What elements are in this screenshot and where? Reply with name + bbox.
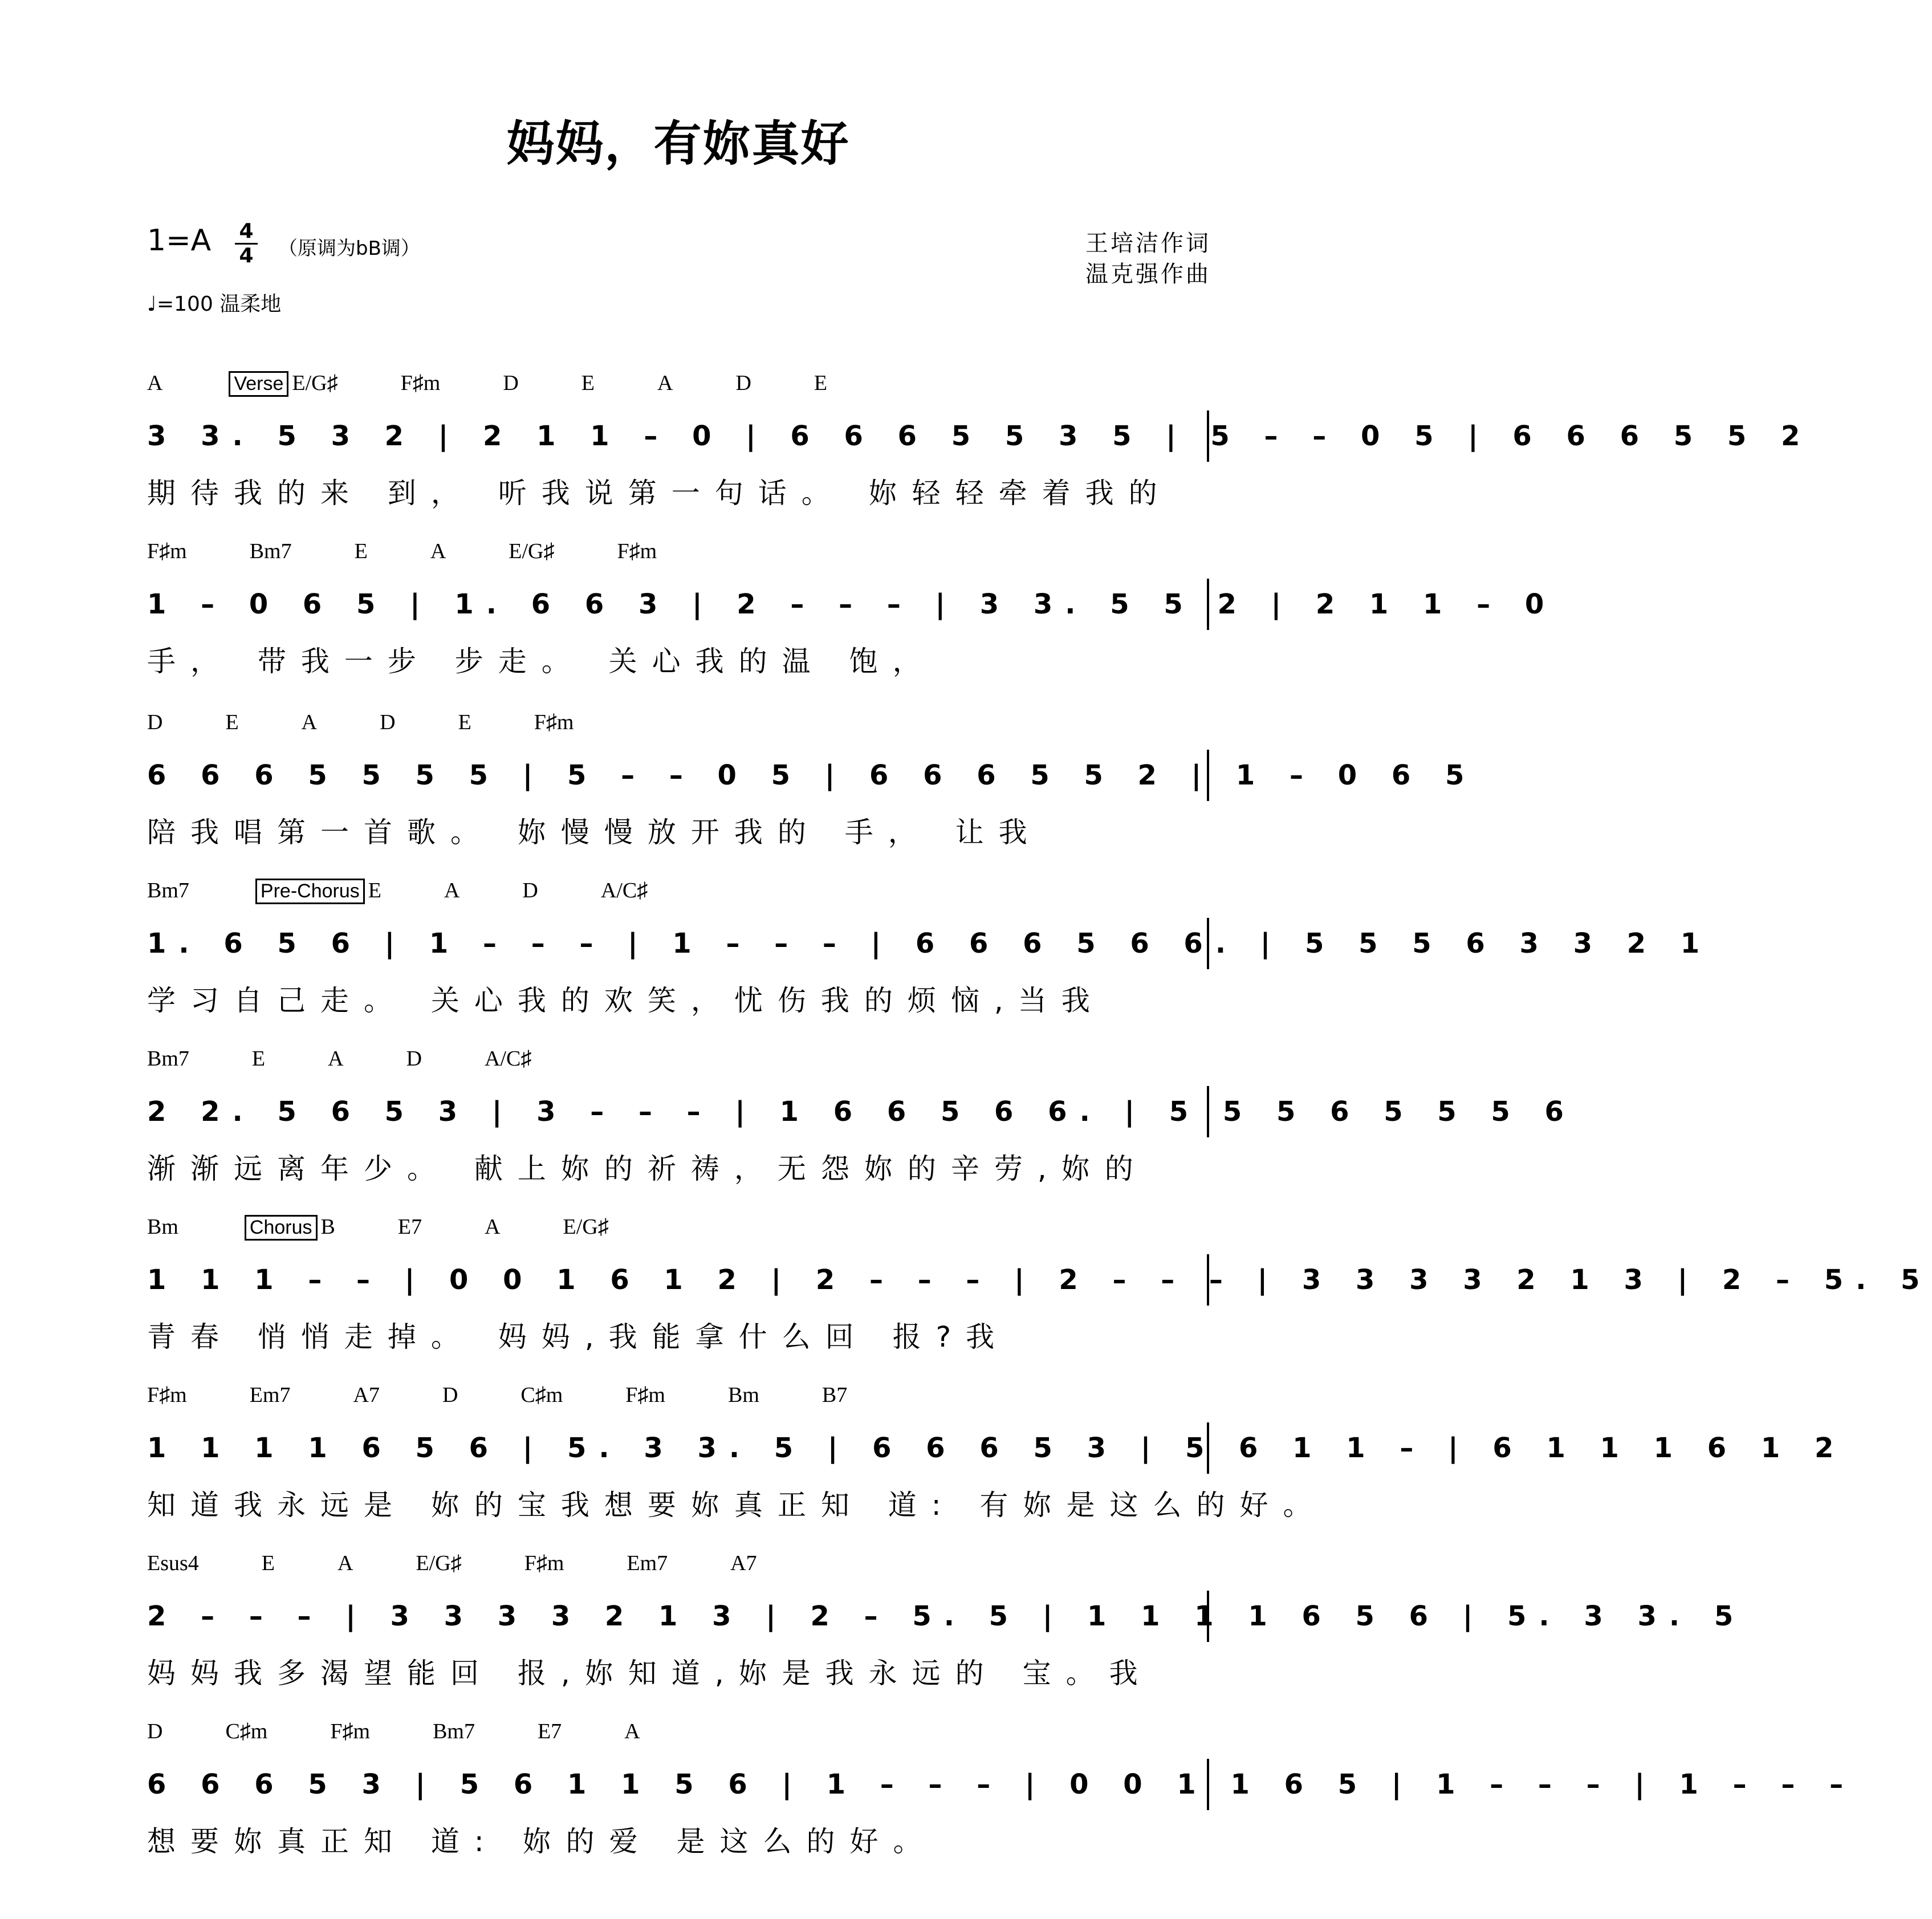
chord-line <box>147 1383 1209 1410</box>
chord-symbol: Esus4 <box>147 1551 199 1575</box>
lyrics-line: 渐渐远离年少。 献上妳的祈祷，无怨妳的辛劳,妳的 <box>147 1152 1148 1185</box>
chord-symbol: F♯m <box>534 710 574 734</box>
notation-line: 3 3. 5 3 2 | 2 1 1 – 0 | 6 6 6 5 5 3 5 | 5 – – 0 5 | 6 6 6 5 5 2 <box>147 410 1209 462</box>
song-title: 妈妈，有妳真好 <box>506 115 850 172</box>
chord-symbol: A/C♯ <box>600 879 648 902</box>
chord-symbol: Em7 <box>627 1551 668 1575</box>
chord-line <box>147 878 1209 905</box>
chord-symbol: D <box>380 710 396 734</box>
notation-line: 2 – – – | 3 3 3 3 2 1 3 | 2 – 5. 5 | 1 1 1 1 6 5 6 | 5. 3 3. 5 <box>147 1591 1209 1642</box>
chord-symbol: F♯m <box>524 1551 564 1575</box>
score-system <box>0 1551 1746 1722</box>
notation-line: 1 1 1 – – | 0 0 1 6 1 2 | 2 – – – | 2 – – – | 3 3 3 3 2 1 3 | 2 – 5. 5 <box>147 1254 1209 1306</box>
chord-symbol: E <box>225 710 239 734</box>
chord-line <box>147 710 1209 737</box>
chord-symbol: E/G♯ <box>509 539 555 563</box>
lyrics-line: 知道我永远是 妳的宝我想要妳真正知 道: 有妳是这么的好。 <box>147 1489 1327 1522</box>
chord-line <box>147 371 1209 398</box>
chord-symbol: E7 <box>397 1215 422 1239</box>
chord-symbol: D <box>147 710 163 734</box>
lyricist: 王培洁作词 <box>1085 230 1211 257</box>
chord-symbol: D <box>503 371 519 395</box>
lyrics-line: 想要妳真正知 道: 妳的爱 是这么的好。 <box>147 1825 937 1858</box>
chord-symbol: A <box>430 539 446 563</box>
score-system <box>0 1719 1856 1890</box>
chord-symbol: C♯m <box>225 1719 268 1743</box>
chord-symbol: A <box>301 710 318 734</box>
chord-symbol: E <box>368 879 381 902</box>
chord-symbol: E/G♯ <box>416 1551 462 1575</box>
notation-line: 6 6 6 5 3 | 5 6 1 1 5 6 | 1 – – – | 0 0 1 1 6 5 | 1 – – – | 1 – – – <box>147 1759 1209 1810</box>
time-signature-top: 4 <box>239 219 254 243</box>
lyrics-line: 期待我的来 到， 听我说第一句话。 妳轻轻牵着我的 <box>147 477 1172 510</box>
score-system <box>0 371 1813 542</box>
original-key-note: （原调为bB调） <box>278 237 420 260</box>
chord-symbol: E/G♯ <box>292 371 338 395</box>
section-label: Pre-Chorus <box>255 879 365 904</box>
chord-symbol: A <box>147 371 163 395</box>
chord-symbol: B <box>320 1215 335 1239</box>
chord-symbol: A <box>328 1047 344 1071</box>
chord-line <box>147 1719 1209 1746</box>
chord-symbol: Bm <box>728 1383 759 1407</box>
chord-symbol: A <box>657 371 673 395</box>
section-label: Verse <box>229 371 288 397</box>
notation-line: 1 – 0 6 5 | 1. 6 6 3 | 2 – – – | 3 3. 5 5 2 | 2 1 1 – 0 <box>147 579 1209 630</box>
chord-symbol: E7 <box>537 1719 562 1743</box>
chord-symbol: A <box>485 1215 501 1239</box>
chord-symbol: E <box>354 539 368 563</box>
chord-symbol: E/G♯ <box>563 1215 609 1239</box>
chord-symbol: Bm7 <box>147 1047 189 1071</box>
score-system <box>0 1383 1846 1554</box>
chord-symbol: C♯m <box>520 1383 563 1407</box>
lyrics-line: 学习自己走。 关心我的欢笑，忧伤我的烦恼,当我 <box>147 984 1105 1017</box>
chord-symbol: F♯m <box>625 1383 665 1407</box>
chord-symbol: A7 <box>730 1551 757 1575</box>
lyrics-line: 青春 悄悄走掉。 妈妈,我能拿什么回 报?我 <box>147 1320 1010 1353</box>
chord-symbol: D <box>735 371 751 395</box>
lyrics-line: 妈妈我多渴望能回 报,妳知道,妳是我永远的 宝。我 <box>147 1657 1153 1690</box>
chord-symbol: D <box>522 879 538 902</box>
notation-line: 1. 6 5 6 | 1 – – – | 1 – – – | 6 6 6 5 6 6. | 5 5 5 6 3 3 2 1 <box>147 918 1209 969</box>
score-system <box>0 539 1557 710</box>
notation-line: 2 2. 5 6 5 3 | 3 – – – | 1 6 6 5 6 6. | 5 5 5 6 5 5 5 6 <box>147 1086 1209 1137</box>
section-label: Chorus <box>245 1215 318 1241</box>
chord-symbol: B7 <box>821 1383 848 1407</box>
chord-symbol: F♯m <box>147 539 187 563</box>
time-signature <box>235 221 258 266</box>
chord-symbol: F♯m <box>400 371 441 395</box>
chord-symbol: Bm7 <box>249 539 292 563</box>
chord-symbol: A/C♯ <box>485 1047 532 1071</box>
chord-symbol: D <box>406 1047 422 1071</box>
chord-symbol: E <box>251 1047 266 1071</box>
chord-symbol: A <box>444 879 460 902</box>
chord-symbol: Em7 <box>249 1383 291 1407</box>
chord-symbol: Bm7 <box>147 879 189 902</box>
lyrics-line: 陪我唱第一首歌。 妳慢慢放开我的 手， 让我 <box>147 816 1042 849</box>
chord-symbol: D <box>442 1383 458 1407</box>
time-signature-bottom: 4 <box>239 244 254 267</box>
chord-line <box>147 1551 1209 1578</box>
chord-symbol: A <box>337 1551 353 1575</box>
score-system <box>0 1046 1576 1217</box>
key-signature: 1=A <box>147 223 211 258</box>
chord-line <box>147 1046 1209 1074</box>
chord-symbol: E <box>458 710 471 734</box>
score-system <box>0 878 1713 1049</box>
chord-symbol: E <box>581 371 595 395</box>
chord-symbol: E <box>814 371 828 395</box>
chord-symbol: F♯m <box>330 1719 371 1743</box>
chord-symbol: Bm7 <box>433 1719 475 1743</box>
chord-symbol: F♯m <box>617 539 657 563</box>
chord-line <box>147 1214 1209 1242</box>
notation-line: 6 6 6 5 5 5 5 | 5 – – 0 5 | 6 6 6 5 5 2 | 1 – 0 6 5 <box>147 750 1209 801</box>
tempo-marking: ♩=100 温柔地 <box>147 292 282 316</box>
score-system <box>0 1214 1932 1385</box>
lyrics-line: 手， 带我一步 步走。 关心我的温 饱， <box>147 645 936 678</box>
chord-line <box>147 539 1209 566</box>
notation-line: 1 1 1 1 6 5 6 | 5. 3 3. 5 | 6 6 6 5 3 | 5 6 1 1 – | 6 1 1 1 6 1 2 <box>147 1422 1209 1474</box>
chord-symbol: D <box>147 1719 163 1743</box>
chord-symbol: A7 <box>353 1383 380 1407</box>
chord-symbol: Bm <box>147 1215 178 1239</box>
chord-symbol: F♯m <box>147 1383 187 1407</box>
composer: 温克强作曲 <box>1085 261 1211 287</box>
score-system <box>0 710 1477 881</box>
chord-symbol: A <box>624 1719 640 1743</box>
credits <box>1085 228 1211 290</box>
chord-symbol: E <box>261 1551 275 1575</box>
